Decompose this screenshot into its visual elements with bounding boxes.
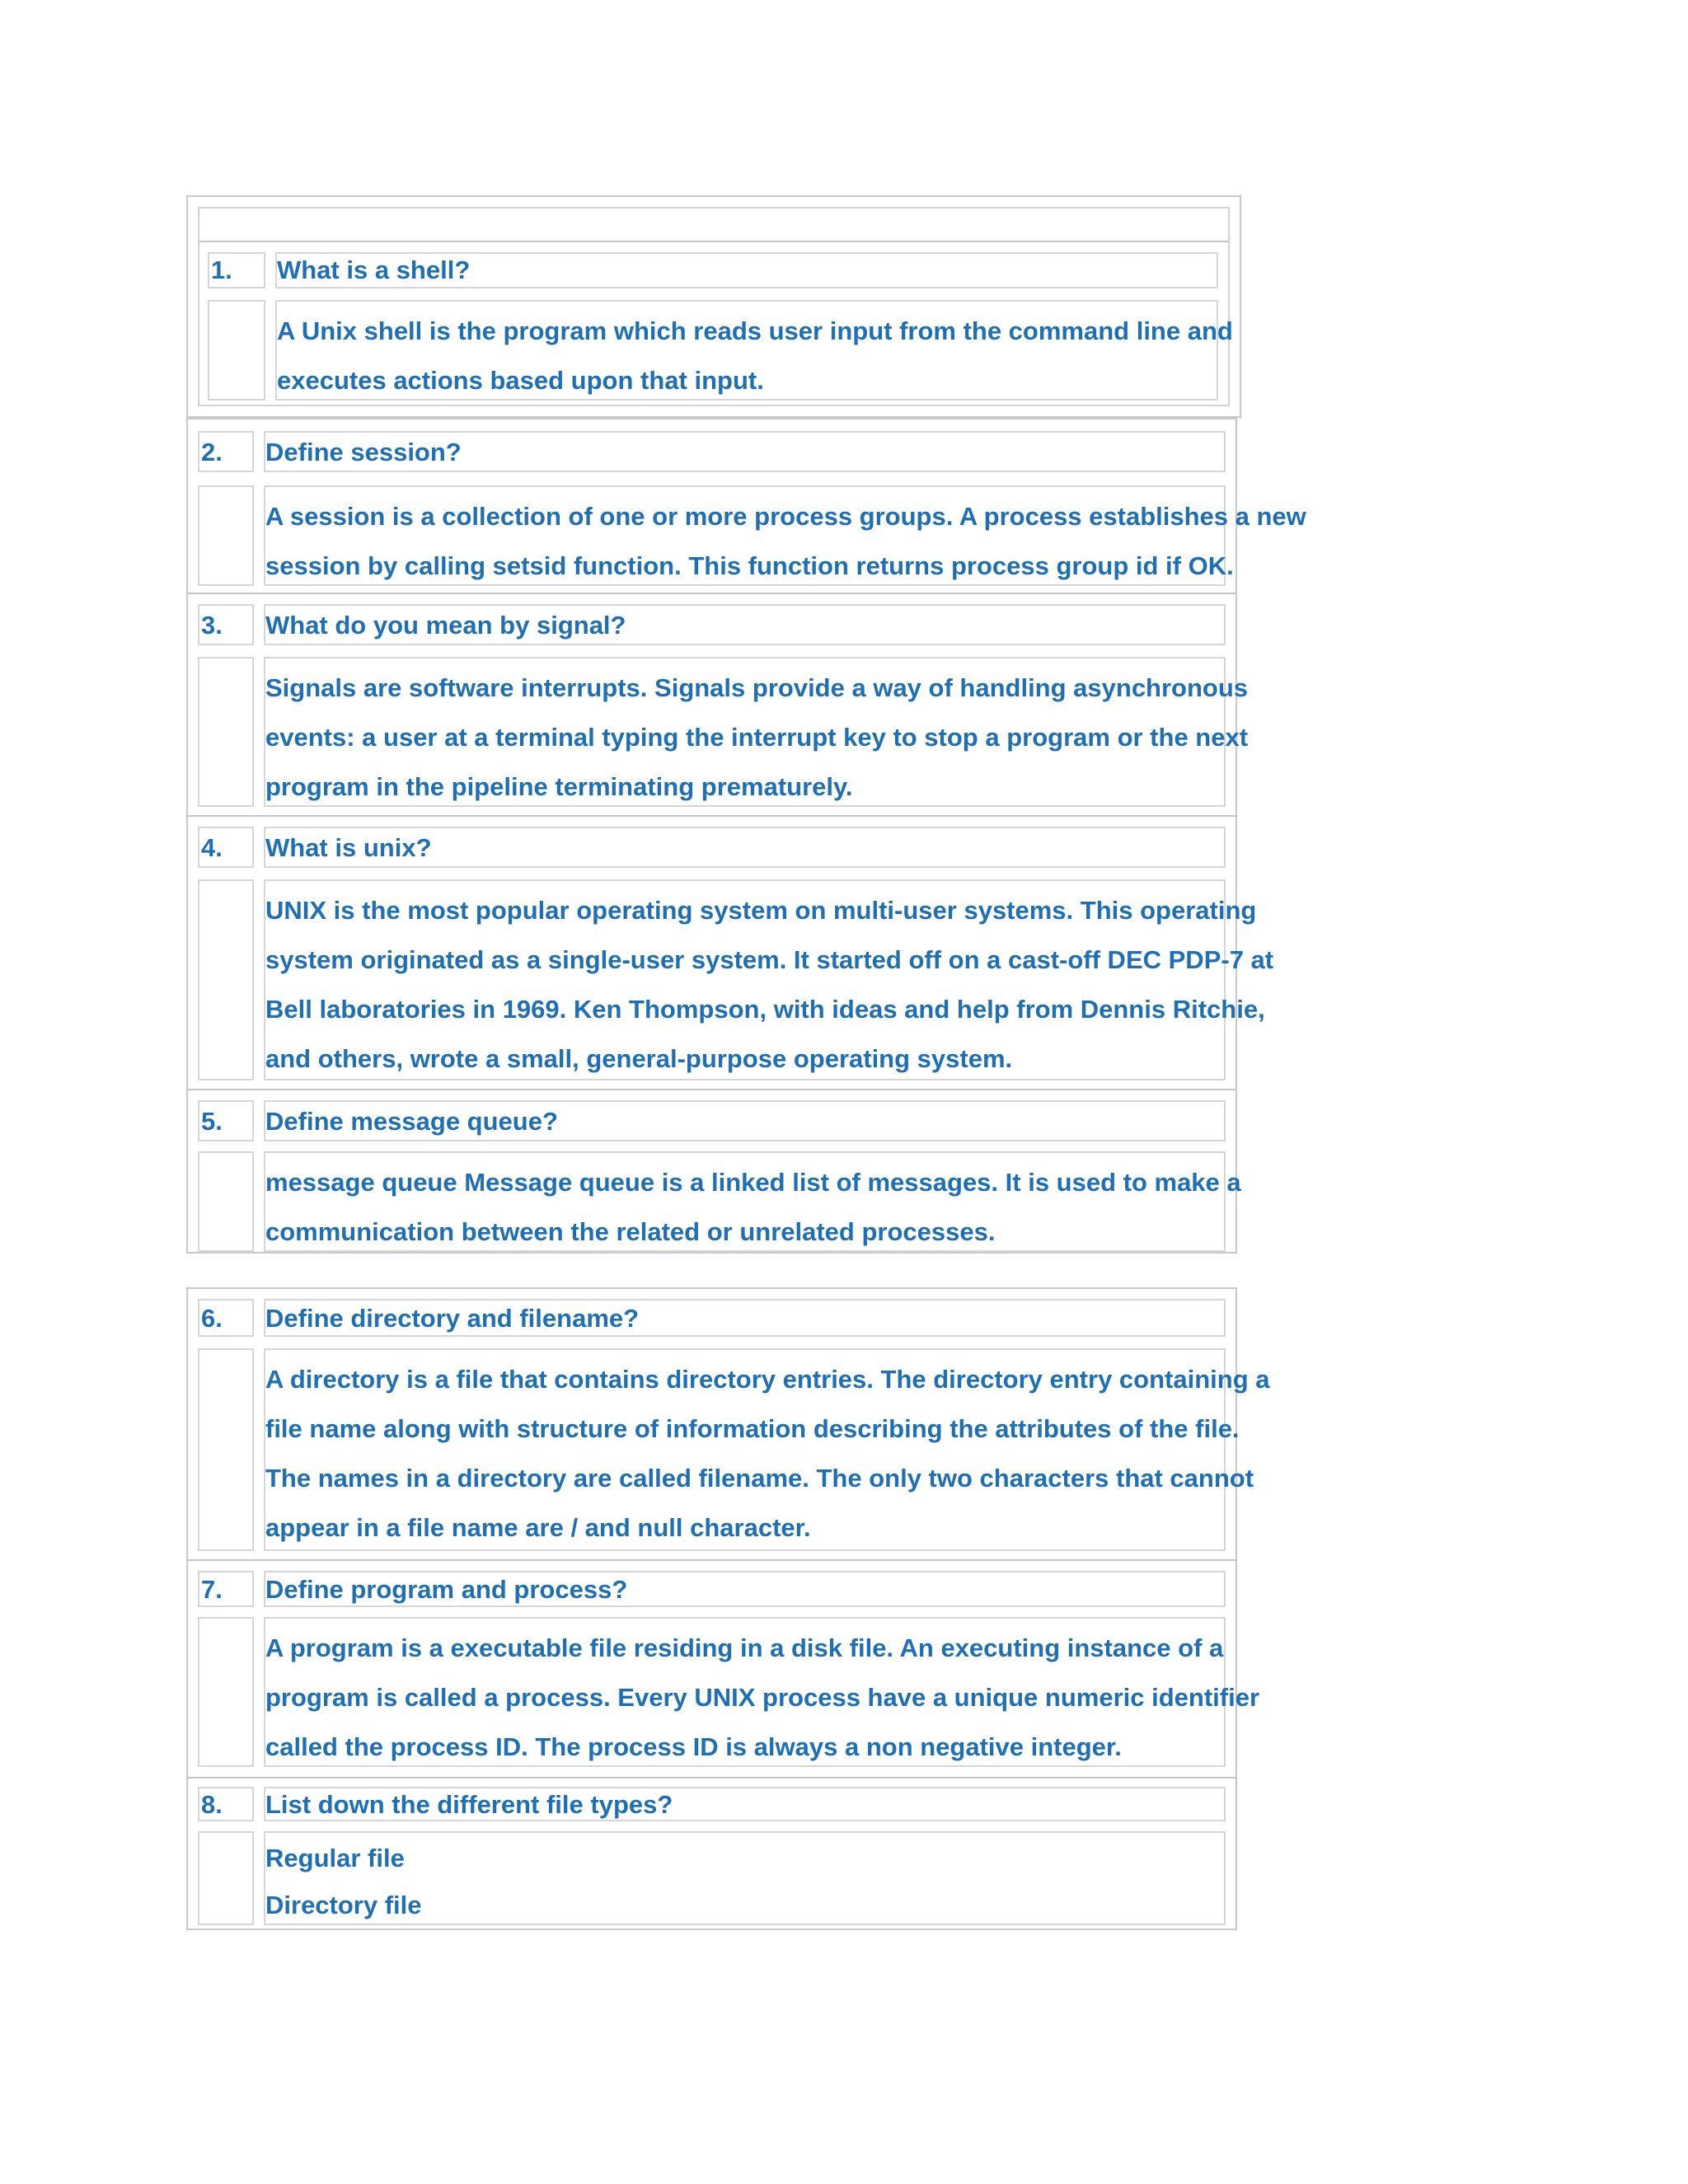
qa-item-5 bbox=[188, 1090, 1241, 1255]
question-number: 2. bbox=[201, 438, 223, 466]
answer-text bbox=[265, 1355, 1270, 1553]
question-number: 6. bbox=[201, 1304, 223, 1333]
list-item: Directory file bbox=[265, 1891, 422, 1919]
question-text: Define program and process? bbox=[265, 1575, 628, 1604]
answer-cell bbox=[275, 300, 1233, 401]
question-cell bbox=[264, 1100, 1226, 1141]
answer-line: called the process ID. The process ID is always a non negative integer. bbox=[265, 1732, 1122, 1761]
qa-group-b bbox=[186, 1287, 1270, 1930]
list-item: Regular file bbox=[265, 1844, 405, 1872]
answer-line: Signals are software interrupts. Signals provide a way of handling asynchronous bbox=[265, 673, 1249, 702]
question-number: 5. bbox=[201, 1107, 223, 1136]
qa-item-6 bbox=[188, 1289, 1270, 1559]
question-cell bbox=[264, 1571, 1226, 1607]
question-cell bbox=[275, 252, 1218, 288]
header-divider bbox=[199, 241, 1228, 242]
answer-line: program in the pipeline terminating prematurely. bbox=[265, 772, 853, 801]
answer-text bbox=[265, 1158, 1241, 1257]
number-spacer-cell bbox=[198, 879, 254, 1080]
question-text: Define message queue? bbox=[265, 1107, 558, 1136]
question-text: Define directory and filename? bbox=[265, 1304, 640, 1333]
number-spacer-cell bbox=[198, 1348, 254, 1551]
answer-line: session by calling setsid function. This function returns process group id if OK. bbox=[265, 551, 1234, 580]
number-cell bbox=[198, 1787, 254, 1821]
qa-block-1-frame bbox=[198, 207, 1233, 406]
question-cell bbox=[264, 431, 1226, 472]
answer-cell bbox=[264, 657, 1249, 807]
question-text: What do you mean by signal? bbox=[265, 611, 626, 640]
answer-line: UNIX is the most popular operating system on multi-user systems. This operating bbox=[265, 896, 1257, 925]
number-cell bbox=[198, 604, 254, 645]
answer-cell bbox=[264, 485, 1306, 586]
question-number: 1. bbox=[211, 255, 232, 284]
number-spacer-cell bbox=[198, 1617, 254, 1767]
qa-item-2 bbox=[188, 419, 1306, 593]
question-number: 3. bbox=[201, 611, 223, 640]
qa-block-1 bbox=[186, 195, 1241, 418]
answer-line: and others, wrote a small, general-purpose operating system. bbox=[265, 1044, 1013, 1073]
question-cell bbox=[264, 1787, 1226, 1821]
answer-line: system originated as a single-user system. It started off on a cast-off DEC PDP-7 at bbox=[265, 945, 1274, 974]
qa-item-8 bbox=[188, 1779, 1236, 1932]
number-spacer-cell bbox=[198, 657, 254, 807]
number-cell bbox=[198, 431, 254, 472]
answer-cell bbox=[264, 1348, 1270, 1551]
answer-text bbox=[265, 663, 1249, 812]
number-cell bbox=[198, 1299, 254, 1337]
answer-text bbox=[265, 1624, 1260, 1772]
qa-item-4 bbox=[188, 817, 1274, 1089]
answer-line: events: a user at a terminal typing the interrupt key to stop a program or the next bbox=[265, 723, 1249, 752]
answer-line: message queue Message queue is a linked list of messages. It is used to make a bbox=[265, 1168, 1241, 1197]
answer-line: A session is a collection of one or more process groups. A process establishes a new bbox=[265, 502, 1306, 531]
question-text: Define session? bbox=[265, 438, 462, 466]
answer-cell bbox=[264, 1831, 1226, 1925]
number-cell bbox=[208, 252, 265, 288]
number-spacer-cell bbox=[208, 300, 265, 401]
answer-text bbox=[265, 492, 1306, 591]
answer-line: A program is a executable file residing in a disk file. An executing instance of a bbox=[265, 1633, 1224, 1662]
question-text: What is unix? bbox=[265, 833, 432, 862]
answer-cell bbox=[264, 1151, 1241, 1252]
answer-line: A Unix shell is the program which reads user input from the command line and bbox=[277, 316, 1233, 345]
question-cell bbox=[264, 827, 1226, 868]
answer-cell bbox=[264, 879, 1274, 1080]
question-cell bbox=[264, 604, 1226, 645]
answer-cell bbox=[264, 1617, 1260, 1767]
number-cell bbox=[198, 1571, 254, 1607]
question-number: 4. bbox=[201, 833, 223, 862]
answer-line: file name along with structure of information describing the attributes of the file. bbox=[265, 1414, 1240, 1443]
file-type-list bbox=[265, 1835, 422, 1929]
answer-line: appear in a file name are / and null character. bbox=[265, 1513, 811, 1542]
question-text: List down the different file types? bbox=[265, 1790, 673, 1819]
question-text: What is a shell? bbox=[277, 255, 471, 284]
number-spacer-cell bbox=[198, 1831, 254, 1925]
answer-line: program is called a process. Every UNIX process have a unique numeric identifier bbox=[265, 1683, 1260, 1712]
qa-group-a bbox=[186, 418, 1306, 1254]
number-spacer-cell bbox=[198, 1151, 254, 1252]
number-cell bbox=[198, 827, 254, 868]
question-number: 8. bbox=[201, 1790, 223, 1819]
answer-line: Bell laboratories in 1969. Ken Thompson, with ideas and help from Dennis Ritchie, bbox=[265, 995, 1265, 1024]
question-cell bbox=[264, 1299, 1226, 1337]
qa-item-3 bbox=[188, 594, 1249, 815]
question-number: 7. bbox=[201, 1575, 223, 1604]
answer-line: A directory is a file that contains directory entries. The directory entry containing a bbox=[265, 1365, 1270, 1394]
qa-item-7 bbox=[188, 1561, 1260, 1777]
answer-line: executes actions based upon that input. bbox=[277, 366, 764, 395]
answer-text bbox=[265, 886, 1274, 1084]
answer-line: communication between the related or unrelated processes. bbox=[265, 1217, 996, 1246]
answer-text bbox=[277, 307, 1233, 405]
number-spacer-cell bbox=[198, 485, 254, 586]
number-cell bbox=[198, 1100, 254, 1141]
answer-line: The names in a directory are called filename. The only two characters that cannot bbox=[265, 1464, 1254, 1493]
